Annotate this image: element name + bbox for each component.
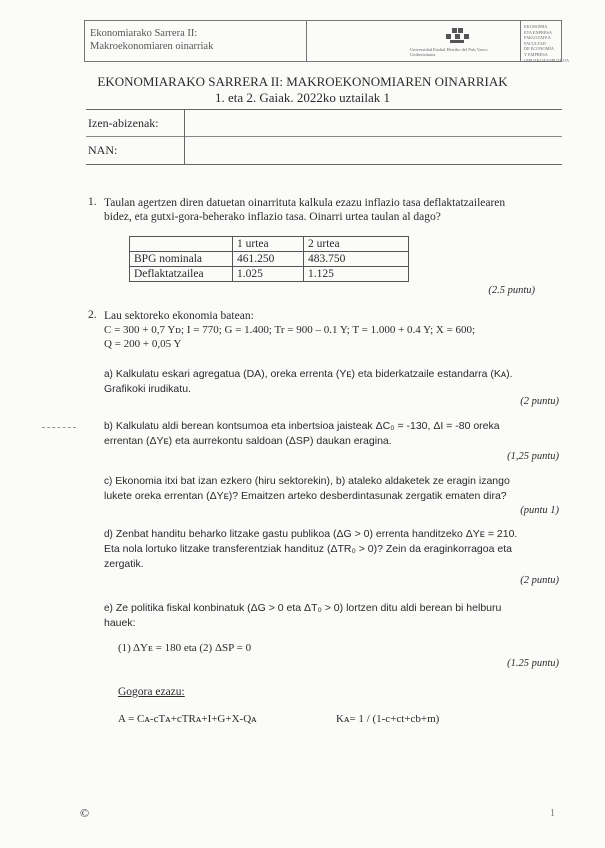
subquestion-letter: e) — [104, 603, 113, 614]
exam-subtitle: 1. eta 2. Gaiak. 2022ko uztailak 1 — [214, 90, 391, 105]
table-header-cell: 1 urtea — [233, 237, 304, 252]
subquestion-line: Kalkulatu eskari agregatua (DA), oreka errenta (Yᴇ) eta biderkatzaile estandarra (Kᴀ). — [115, 368, 513, 380]
equation-line: Q = 200 + 0,05 Y — [104, 338, 182, 350]
subquestion-letter: a) — [104, 369, 113, 380]
id-label: NAN: — [88, 143, 118, 157]
name-field[interactable] — [186, 110, 560, 135]
subquestion-b-points: (1,25 puntu) — [507, 451, 559, 462]
question-1-text — [104, 196, 564, 224]
subquestion-line: errentan (ΔYᴇ) eta aurrekontu saldoan (ΔSP) daukan eragina. — [104, 435, 392, 447]
table-cell: 483.750 — [304, 252, 409, 267]
question-2-number: 2. — [88, 309, 97, 321]
subquestion-c — [104, 474, 564, 504]
subquestion-line: zergatik. — [104, 558, 144, 570]
id-field[interactable] — [186, 138, 560, 164]
subquestion-a-points: (2 puntu) — [520, 396, 559, 407]
table-cell: 461.250 — [233, 252, 304, 267]
question-1-line: Taulan agertzen diren datuetan oinarrituta kalkula ezazu inflazio tasa deflaktatzailearen — [104, 197, 506, 209]
remember-label: Gogora ezazu: — [118, 686, 185, 698]
table-cell: BPG nominala — [130, 252, 233, 267]
subquestion-d — [104, 527, 564, 572]
subquestion-b — [104, 419, 564, 449]
subquestion-line: Zenbat handitu beharko litzake gastu publikoa (ΔG > 0) errenta handitzeko ΔYᴇ = 210. — [115, 528, 518, 540]
faculty-logo-line: GIPUZKOA/GIPUZKOA — [524, 57, 570, 63]
formula-autonomous: A = Cᴀ-cTᴀ+cTRᴀ+I+G+X-Qᴀ — [118, 713, 257, 725]
header-divider-right — [520, 20, 521, 62]
subquestion-line: hauek: — [104, 617, 136, 629]
subquestion-line: Ekonomia itxi bat izan ezkero (hiru sektorekin), b) ataleko aldaketek ze eragin izango — [115, 475, 510, 487]
formula-multiplier: Kᴀ= 1 / (1-c+ct+cb+m) — [336, 713, 440, 725]
subquestion-letter: c) — [104, 476, 113, 487]
header-divider — [306, 20, 307, 62]
subquestion-e-points: (1.25 puntu) — [507, 658, 559, 669]
table-header-row — [130, 237, 409, 252]
course-line-1: Ekonomiarako Sarrera II: — [90, 28, 198, 39]
question-1-line: bidez, eta gutxi-gora-beherako inflazio tasa. Oinarri urtea taulan al dago? — [104, 211, 441, 223]
subquestion-line: Eta nola lortuko litzake transferentziak handituz (ΔTR₀ > 0)? Zein da eraginkorragoa eta — [104, 543, 512, 555]
name-label: Izen-abizenak: — [88, 116, 159, 130]
margin-dash — [42, 427, 76, 428]
subquestion-line: lukete oreka errentan (ΔYᴇ)? Emaitzen arteko desberdintasunak zergatik ematen dira? — [104, 490, 507, 502]
equation-line: C = 300 + 0,7 Yᴅ; I = 770; G = 1.400; Tr = 900 – 0.1 Y; T = 1.000 + 0.4 Y; X = 600; — [104, 324, 476, 336]
subquestion-line: Grafikoki irudikatu. — [104, 383, 191, 395]
faculty-logo-line: FACULTAD — [524, 40, 546, 46]
copyright-icon: © — [80, 806, 90, 820]
table-header-cell — [130, 237, 233, 252]
student-info-divider — [86, 136, 562, 137]
exam-title: EKONOMIARAKO SARRERA II: MAKROEKONOMIAREN OINARRIAK — [97, 74, 508, 89]
course-name — [90, 27, 213, 53]
table-row — [130, 252, 409, 267]
model-equations — [104, 323, 564, 351]
logo-caption: Universidad Euskal Herriko del País Vasco Unibertsitatea — [410, 47, 488, 57]
table-cell: 1.025 — [233, 267, 304, 282]
table-header-cell: 2 urtea — [304, 237, 409, 252]
faculty-logo-line: DE ECONOMÍA — [524, 46, 554, 52]
page-number: 1 — [550, 808, 555, 819]
subquestion-letter: d) — [104, 529, 113, 540]
question-2-intro: Lau sektoreko ekonomia batean: — [104, 310, 254, 322]
course-line-2: Makroekonomiaren oinarriak — [90, 41, 214, 52]
faculty-logo-line: EKONOMIA — [524, 24, 548, 29]
subquestion-a — [104, 367, 564, 397]
question-1-number: 1. — [88, 196, 97, 208]
subquestion-letter: b) — [104, 421, 113, 432]
subquestion-line: Kalkulatu aldi berean kontsumoa eta inbertsioa jaisteak ΔC₀ = -130, ΔI = -80 oreka — [115, 420, 500, 432]
data-table — [129, 236, 409, 282]
faculty-logo-line: ETA ENPRESA — [524, 29, 552, 35]
question-1-points: (2.5 puntu) — [488, 285, 535, 296]
faculty-logo-line: Y EMPRESA — [524, 51, 548, 57]
subquestion-e — [104, 601, 564, 631]
faculty-logo-line: FAKULTATEA — [524, 35, 551, 41]
table-cell: 1.125 — [304, 267, 409, 282]
subquestion-c-points: (puntu 1) — [520, 505, 559, 516]
table-row — [130, 267, 409, 282]
student-info-vline — [184, 109, 185, 165]
table-cell: Deflaktatzailea — [130, 267, 233, 282]
subquestion-d-points: (2 puntu) — [520, 575, 559, 586]
faculty-logo — [524, 24, 570, 63]
subquestion-e-goals: (1) ΔYᴇ = 180 eta (2) ΔSP = 0 — [118, 642, 252, 654]
subquestion-line: Ze politika fiskal konbinatuk (ΔG > 0 eta ΔT₀ > 0) lortzen ditu aldi berean bi helburu — [115, 602, 502, 614]
